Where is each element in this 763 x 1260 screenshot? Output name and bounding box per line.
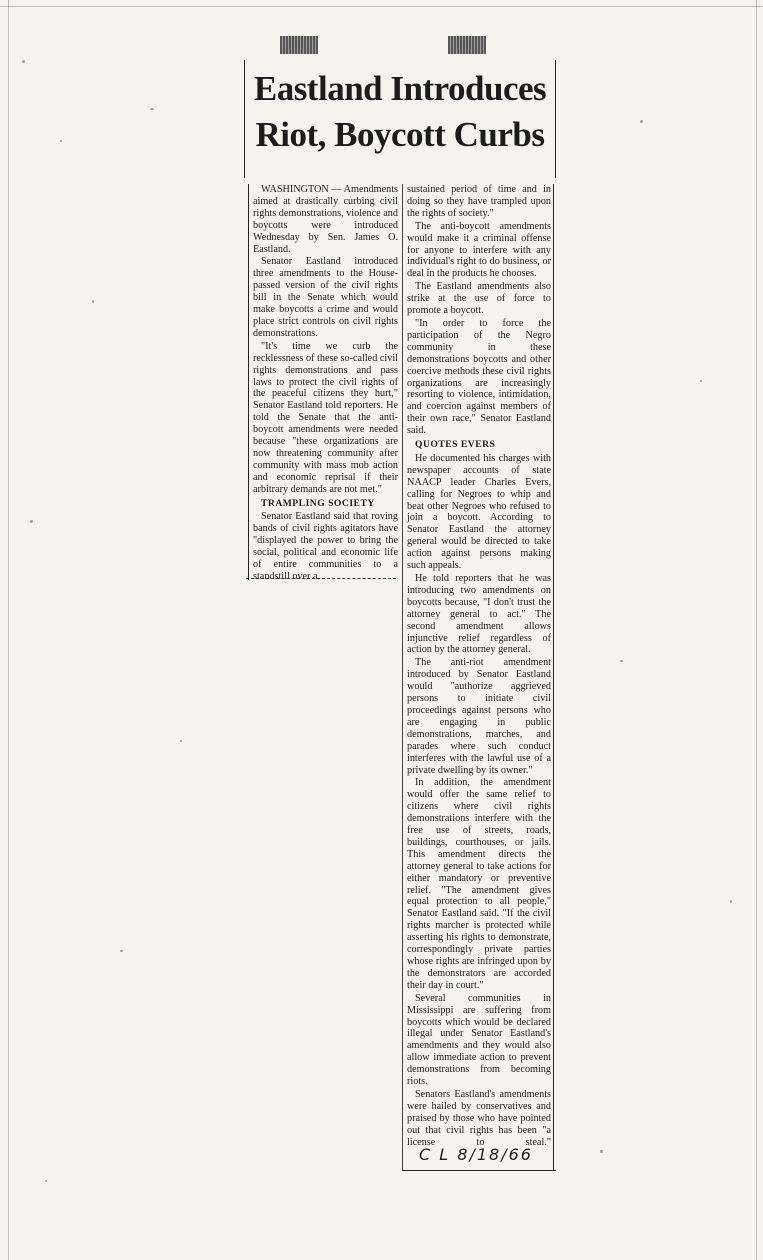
paragraph <box>407 1089 551 1163</box>
paragraph: In addition, the amendment would offer the same relief to citizens where civil rights demonstrations interfere with the free use of streets, roads, buildings, courthouses, or jails. This amendment directs the attorney general to take actions for either mandatory or preventive relief. "The amendment gives equal protection to all people," Senator Eastland said. "If the civil rights marcher is protected while asserting his rights to demonstrate, correspondingly private parties whose rights are infringed upon by the demonstrators are accorded their day in court." <box>407 777 551 991</box>
paragraph: The anti-riot amendment introduced by Senator Eastland would "authorize aggrieved persons to initiate civil proceedings against persons who are engaging in public demonstrations, marches, and parades where such conduct interferes with the lawful use of a private dwelling by its owner." <box>407 657 551 776</box>
scan-speck <box>22 60 25 63</box>
final-paragraph-text: Senators Eastland's amendments were hailed by conservatives and praised by those who have pointed out that civil rights has been "a license to steal." <box>407 1088 551 1148</box>
newspaper-clipping <box>244 36 556 1164</box>
scan-speck <box>600 1150 603 1153</box>
paragraph: Senator Eastland said that roving bands of civil rights agitators have "displayed the power to bring the social, political and economic life of entire communities to a standstill over a <box>253 511 398 582</box>
paragraph: WASHINGTON — Amendments aimed at drastically curbing civil rights demonstrations, violence and boycotts were introduced Wednesday by Sen. James O. Eastland. <box>253 184 398 255</box>
subheading: QUOTES EVERS <box>415 439 496 451</box>
paragraph: The anti-boycott amendments would make it a criminal offense for anyone to interfere with any individual's right to do business, or deal in the products he chooses. <box>407 220 551 280</box>
scan-speck <box>120 950 123 952</box>
column-bottom-rule <box>402 1170 556 1171</box>
headline-line-2: Riot, Boycott Curbs <box>255 115 545 154</box>
scan-speck <box>640 120 643 123</box>
scan-speck <box>60 140 62 142</box>
headline-line-1: Eastland Introduces <box>253 69 547 108</box>
scan-speck <box>620 660 623 662</box>
scan-speck <box>700 380 702 382</box>
handwritten-date-note: C L 8/18/66 <box>419 1144 533 1164</box>
paragraph: He documented his charges with newspaper accounts of state NAACP leader Charles Evers, calling for Negroes to whip and beat other Negroes who refused to join a boycott. According to Senator Eastland the attorney general would be directed to take action against persons making such appeals. <box>407 452 551 572</box>
headline <box>244 60 556 178</box>
paragraph: "It's time we curb the recklessness of these so-called civil rights demonstrations and pass laws to protect the civil rights of the peaceful citizens they hurt," Senator Eastland told reporters. He told the Senate that the anti-boycott amendments were needed because "these organizations are now threatening community after community with mass mob action and economic reprisal if their arbitrary demands are not met." <box>253 340 398 495</box>
article-column-2 <box>402 184 554 1170</box>
scan-speck <box>92 300 94 303</box>
scan-speck <box>30 520 33 523</box>
paragraph: Senator Eastland introduced three amendments to the House-passed version of the civil rights bill in the Senate which would make boycotts a crime and would place strict controls on civil rights demonstrations. <box>253 256 398 339</box>
paragraph: "In order to force the participation of the Negro community in these demonstrations boycotts and other coercive methods these civil rights organizations are increasingly resorting to violence, intimidation, and coercion against members of their own race," Senator Eastland said. <box>407 317 551 437</box>
clipping-top-mark <box>448 36 486 54</box>
scan-edge-line <box>8 0 9 1260</box>
paragraph: The Eastland amendments also strike at the use of force to promote a boycott. <box>407 281 551 317</box>
subheading: TRAMPLING SOCIETY <box>261 497 375 509</box>
paragraph: Several communities in Mississippi are suffering from boycotts which would be declared illegal under Senator Eastland's amendments and they would also allow immediate action to prevent demonstrations from becoming riots. <box>407 992 551 1088</box>
scan-edge-line <box>0 6 763 7</box>
article-column-1 <box>248 184 398 580</box>
scan-speck <box>45 1180 47 1182</box>
scan-edge-line <box>756 0 757 1260</box>
paragraph: sustained period of time and in doing so they have trampled upon the rights of society." <box>407 184 551 219</box>
paragraph: He told reporters that he was introducing two amendments on boycotts because, "I don't trust the attorney general to act." The second amendment allows injunctive relief regardless of action by the attorney general. <box>407 573 551 656</box>
scan-speck <box>150 108 154 110</box>
column-cut-line <box>246 578 396 582</box>
clipping-top-mark <box>280 36 318 54</box>
scan-speck <box>180 740 182 742</box>
scan-speck <box>730 900 732 903</box>
